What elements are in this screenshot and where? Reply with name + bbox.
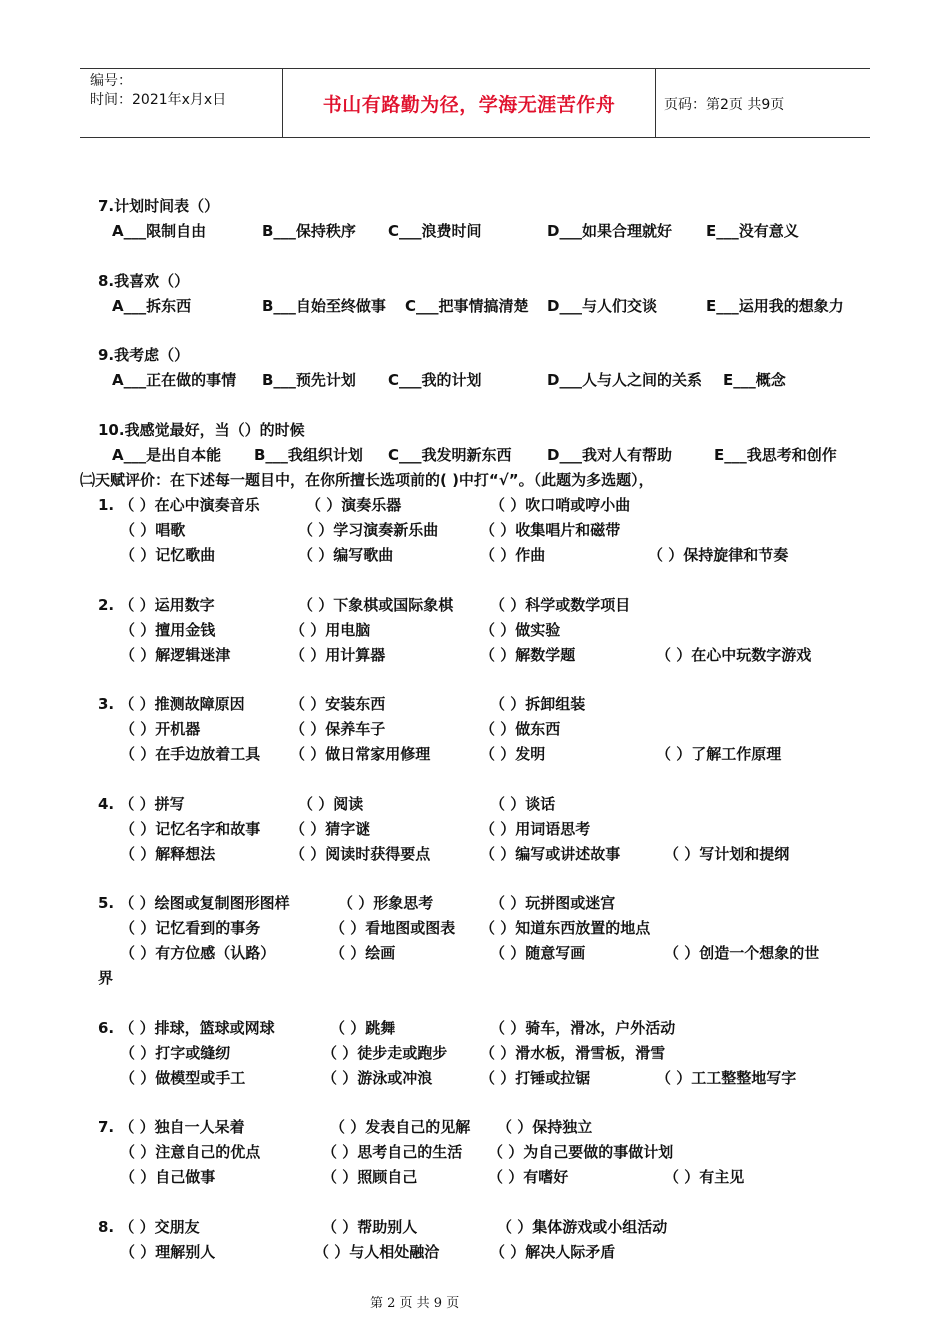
text-line: （ ）看地图或图表 (330, 919, 456, 937)
text-line: （ ）照顾自己 (322, 1168, 418, 1186)
text-line: B___我组织计划 (254, 446, 363, 464)
text-line: 7. （ ）独自一人呆着 (98, 1118, 245, 1136)
text-line: 界 (98, 969, 114, 987)
text-line: 9.我考虑（） (98, 346, 190, 364)
text-line: 1. （ ）在心中演奏音乐 (98, 496, 260, 514)
text-line: （ ）集体游戏或小组活动 (497, 1218, 668, 1236)
text-line: D___人与人之间的关系 (547, 371, 702, 389)
text-line: D___与人们交谈 (547, 297, 657, 315)
text-line: A___拆东西 (112, 297, 192, 315)
text-line: （ ）编写或讲述故事 (480, 845, 621, 863)
text-line: （ ）拆卸组装 (490, 695, 586, 713)
text-line: （ ）编写歌曲 (298, 546, 394, 564)
text-line: B___预先计划 (262, 371, 356, 389)
text-line: （ ）开机器 (120, 720, 201, 738)
number-label: 编号： (90, 73, 132, 89)
text-line: 8.我喜欢（） (98, 272, 190, 290)
text-line: （ ）理解别人 (120, 1243, 216, 1261)
page-info: 页码：第2页 共9页 (664, 97, 785, 113)
text-line: （ ）思考自己的生活 (322, 1143, 463, 1161)
text-line: B___保持秩序 (262, 222, 356, 240)
text-line: （ ）保持旋律和节奏 (648, 546, 789, 564)
text-line: （ ）打字或缝纫 (120, 1044, 231, 1062)
text-line: （ ）滑水板，滑雪板，滑雪 (480, 1044, 666, 1062)
text-line: （ ）绘画 (330, 944, 396, 962)
text-line: A___是出自本能 (112, 446, 222, 464)
text-line: ㈡天赋评价：在下述每一题目中，在你所擅长选项前的( )中打“√”。（此题为多选题）， (80, 471, 654, 489)
text-line: （ ）创造一个想象的世 (664, 944, 820, 962)
text-line: E___运用我的想象力 (706, 297, 844, 315)
text-line: （ ）自己做事 (120, 1168, 216, 1186)
text-line: （ ）为自己要做的事做计划 (488, 1143, 674, 1161)
text-line: 10.我感觉最好，当（）的时候 (98, 421, 305, 439)
text-line: （ ）做模型或手工 (120, 1069, 246, 1087)
text-line: （ ）用计算器 (290, 646, 386, 664)
text-line: （ ）解释想法 (120, 845, 216, 863)
header-meta (90, 72, 226, 110)
text-line: （ ）下象棋或国际象棋 (298, 596, 454, 614)
text-line: （ ）工工整整地写字 (656, 1069, 797, 1087)
text-line: （ ）写计划和提纲 (664, 845, 790, 863)
text-line: （ ）有方位感（认路） (120, 944, 276, 962)
text-line: （ ）科学或数学项目 (490, 596, 631, 614)
text-line: （ ）记忆名字和故事 (120, 820, 261, 838)
text-line: E___没有意义 (706, 222, 799, 240)
text-line: 6. （ ）排球，篮球或网球 (98, 1019, 275, 1037)
text-line: （ ）阅读 (298, 795, 364, 813)
text-line: C___浪费时间 (388, 222, 482, 240)
text-line: （ ）收集唱片和磁带 (480, 521, 621, 539)
text-line: （ ）保持独立 (497, 1118, 593, 1136)
text-line: （ ）吹口哨或哼小曲 (490, 496, 631, 514)
text-line: A___限制自由 (112, 222, 207, 240)
text-line: （ ）做日常家用修理 (290, 745, 431, 763)
text-line: A___正在做的事情 (112, 371, 237, 389)
date-label: 时间：2021年x月x日 (90, 92, 227, 108)
text-line: （ ）有嗜好 (488, 1168, 569, 1186)
text-line: 5. （ ）绘图或复制图形图样 (98, 894, 290, 912)
text-line: （ ）猜字谜 (290, 820, 371, 838)
text-line: D___我对人有帮助 (547, 446, 672, 464)
text-line: （ ）学习演奏新乐曲 (298, 521, 439, 539)
text-line: C___我发明新东西 (388, 446, 512, 464)
text-line: （ ）阅读时获得要点 (290, 845, 431, 863)
text-line: （ ）骑车，滑冰，户外活动 (490, 1019, 676, 1037)
text-line: （ ）唱歌 (120, 521, 186, 539)
text-line: （ ）安装东西 (290, 695, 386, 713)
text-line: （ ）在手边放着工具 (120, 745, 261, 763)
text-line: （ ）形象思考 (338, 894, 434, 912)
text-line: （ ）玩拼图或迷宫 (490, 894, 616, 912)
text-line: （ ）演奏乐器 (306, 496, 402, 514)
text-line: （ ）发明 (480, 745, 546, 763)
text-line: （ ）记忆歌曲 (120, 546, 216, 564)
page-header (80, 68, 870, 138)
text-line: （ ）记忆看到的事务 (120, 919, 261, 937)
text-line: （ ）做实验 (480, 621, 561, 639)
text-line: （ ）作曲 (480, 546, 546, 564)
text-line: （ ）用词语思考 (480, 820, 591, 838)
text-line: （ ）发表自己的见解 (330, 1118, 471, 1136)
text-line: （ ）解逻辑迷津 (120, 646, 231, 664)
text-line: （ ）了解工作原理 (656, 745, 782, 763)
text-line: 2. （ ）运用数字 (98, 596, 215, 614)
text-line: 3. （ ）推测故障原因 (98, 695, 245, 713)
text-line: （ ）用电脑 (290, 621, 371, 639)
text-line: （ ）帮助别人 (322, 1218, 418, 1236)
text-line: （ ）在心中玩数字游戏 (656, 646, 812, 664)
page-footer: 第 2 页 共 9 页 (370, 1296, 460, 1311)
text-line: （ ）谈话 (490, 795, 556, 813)
text-line: E___概念 (723, 371, 786, 389)
text-line: （ ）知道东西放置的地点 (480, 919, 651, 937)
text-line: D___如果合理就好 (547, 222, 672, 240)
text-line: C___把事情搞清楚 (405, 297, 529, 315)
text-line: （ ）解决人际矛盾 (490, 1243, 616, 1261)
text-line: E___我思考和创作 (714, 446, 837, 464)
text-line: （ ）与人相处融洽 (314, 1243, 440, 1261)
text-line: （ ）注意自己的优点 (120, 1143, 261, 1161)
text-line: （ ）有主见 (664, 1168, 745, 1186)
text-line: （ ）解数学题 (480, 646, 576, 664)
text-line: （ ）打锤或拉锯 (480, 1069, 591, 1087)
text-line: （ ）徒步走或跑步 (322, 1044, 448, 1062)
text-line: （ ）跳舞 (330, 1019, 396, 1037)
text-line: 8. （ ）交朋友 (98, 1218, 200, 1236)
text-line: 4. （ ）拼写 (98, 795, 185, 813)
text-line: （ ）游泳或冲浪 (322, 1069, 433, 1087)
text-line: （ ）做东西 (480, 720, 561, 738)
text-line: （ ）保养车子 (290, 720, 386, 738)
text-line: C___我的计划 (388, 371, 482, 389)
text-line: （ ）随意写画 (490, 944, 586, 962)
text-line: （ ）擅用金钱 (120, 621, 216, 639)
motto: 书山有路勤为径，学海无涯苦作舟 (282, 69, 656, 137)
text-line: 7.计划时间表（） (98, 197, 220, 215)
text-line: B___自始至终做事 (262, 297, 386, 315)
